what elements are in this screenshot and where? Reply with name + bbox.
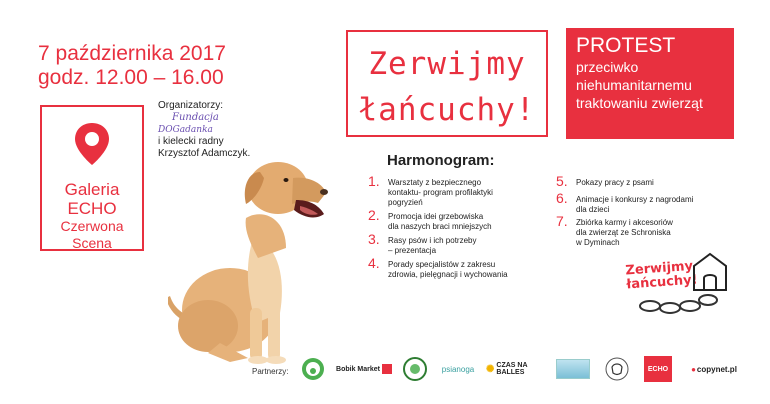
schedule-item-number: 5. <box>556 173 568 189</box>
location-line4: Scena <box>72 235 112 251</box>
schedule-item-line: dla dzieci <box>576 205 610 214</box>
schedule-item <box>368 255 508 280</box>
dog-head-icon <box>605 357 629 381</box>
schedule-item <box>556 173 654 189</box>
badge-line1: Zerwijmy <box>625 258 694 279</box>
protest-box <box>566 28 734 139</box>
schedule-item-line: – prezentacja <box>388 246 437 255</box>
campaign-title-line2: łańcuchy! <box>358 92 536 128</box>
schedule-item-number: 7. <box>556 213 568 229</box>
location-stage <box>42 218 142 252</box>
location-box <box>40 105 144 251</box>
schedule-item-line: Rasy psów i ich potrzeby <box>388 236 477 245</box>
map-pin-icon <box>72 121 112 167</box>
partner-logo-photo <box>556 356 590 382</box>
partner-name: psianoga <box>441 364 475 374</box>
partner-name: ECHO <box>647 365 669 373</box>
partner-logo-paw <box>300 356 326 382</box>
event-date-time <box>38 42 226 90</box>
copynet-mark-icon: ● <box>691 364 696 374</box>
schedule-item-number: 6. <box>556 190 568 206</box>
protest-line3: niehumanitarnemu <box>576 77 692 93</box>
protest-heading: PROTEST <box>576 34 676 57</box>
location-line2: ECHO <box>67 199 117 218</box>
campaign-title-line1: Zerwijmy <box>368 46 526 82</box>
schedule-item-line: Promocja idei grzebowiska <box>388 212 484 221</box>
schedule-heading: Harmonogram: <box>387 152 495 169</box>
schedule-item-line: kontaktu- program profilaktyki <box>388 188 493 197</box>
location-name <box>42 180 142 218</box>
organizers-label: Organizatorzy: <box>158 100 224 111</box>
partner-logo-echo <box>644 356 672 382</box>
schedule-item-line: Porady specjalistów z zakresu <box>388 260 496 269</box>
protest-line4: traktowaniu zwierząt <box>576 95 703 111</box>
schedule-item-number: 3. <box>368 231 380 247</box>
schedule-item-line: pogryzień <box>388 198 423 207</box>
partner-name: CZAS NA BALLES <box>496 362 528 376</box>
campaign-badge <box>620 252 730 324</box>
schedule-item-line: Warsztaty z bezpiecznego <box>388 178 482 187</box>
schedule-item <box>368 231 477 256</box>
location-line3: Czerwona <box>60 218 124 234</box>
partners-label: Partnerzy: <box>252 367 289 376</box>
organizers-line4: Krzysztof Adamczyk. <box>158 148 251 159</box>
badge-line2: łańcuchy! <box>626 272 699 293</box>
schedule-item-line: zdrowia, pielęgnacji i wychowania <box>388 270 508 279</box>
schedule-item-line: dla naszych braci mniejszych <box>388 222 492 231</box>
bobik-square-icon <box>382 364 392 374</box>
protest-line2: przeciwko <box>576 59 639 75</box>
partner-logo-czas <box>486 356 546 382</box>
foundation-name-line1: Fundacja <box>172 112 219 123</box>
schedule-item <box>556 190 694 215</box>
paw-badge-icon <box>301 357 325 381</box>
photo-banner-icon <box>556 359 590 379</box>
doghouse-chain-icon <box>620 252 730 324</box>
partner-logo-dog <box>604 356 630 382</box>
partner-logo-round <box>402 356 428 382</box>
schedule-item-line: Zbiórka karmy i akcesoriów <box>576 218 673 227</box>
sun-icon: ✺ <box>486 363 495 375</box>
schedule-item-line: Animacje i konkursy z nagrodami <box>576 195 694 204</box>
organizers-line3: i kielecki radny <box>158 136 224 147</box>
campaign-title-box <box>346 30 548 137</box>
partner-logo-psianoga <box>438 356 478 382</box>
dog-illustration <box>168 148 353 368</box>
schedule-item <box>556 213 673 248</box>
round-seal-icon <box>403 357 427 381</box>
foundation-name-line2: DOGadanka <box>158 125 213 135</box>
location-line1: Galeria <box>64 180 120 199</box>
schedule-item-line: w Dyminach <box>576 238 620 247</box>
schedule-item-number: 1. <box>368 173 380 189</box>
schedule-item <box>368 173 493 208</box>
schedule-item-number: 2. <box>368 207 380 223</box>
schedule-item-line: Pokazy pracy z psami <box>576 178 654 187</box>
partner-name: copynet.pl <box>696 364 737 374</box>
partner-logo-copynet <box>684 356 744 382</box>
partner-logo-bobik <box>335 356 393 382</box>
event-date: 7 października 2017 <box>38 42 226 65</box>
partner-name: Bobik Market <box>336 365 380 373</box>
event-time: godz. 12.00 – 16.00 <box>38 66 224 89</box>
schedule-item <box>368 207 492 232</box>
schedule-item-number: 4. <box>368 255 380 271</box>
schedule-item-line: dla zwierząt ze Schroniska <box>576 228 671 237</box>
